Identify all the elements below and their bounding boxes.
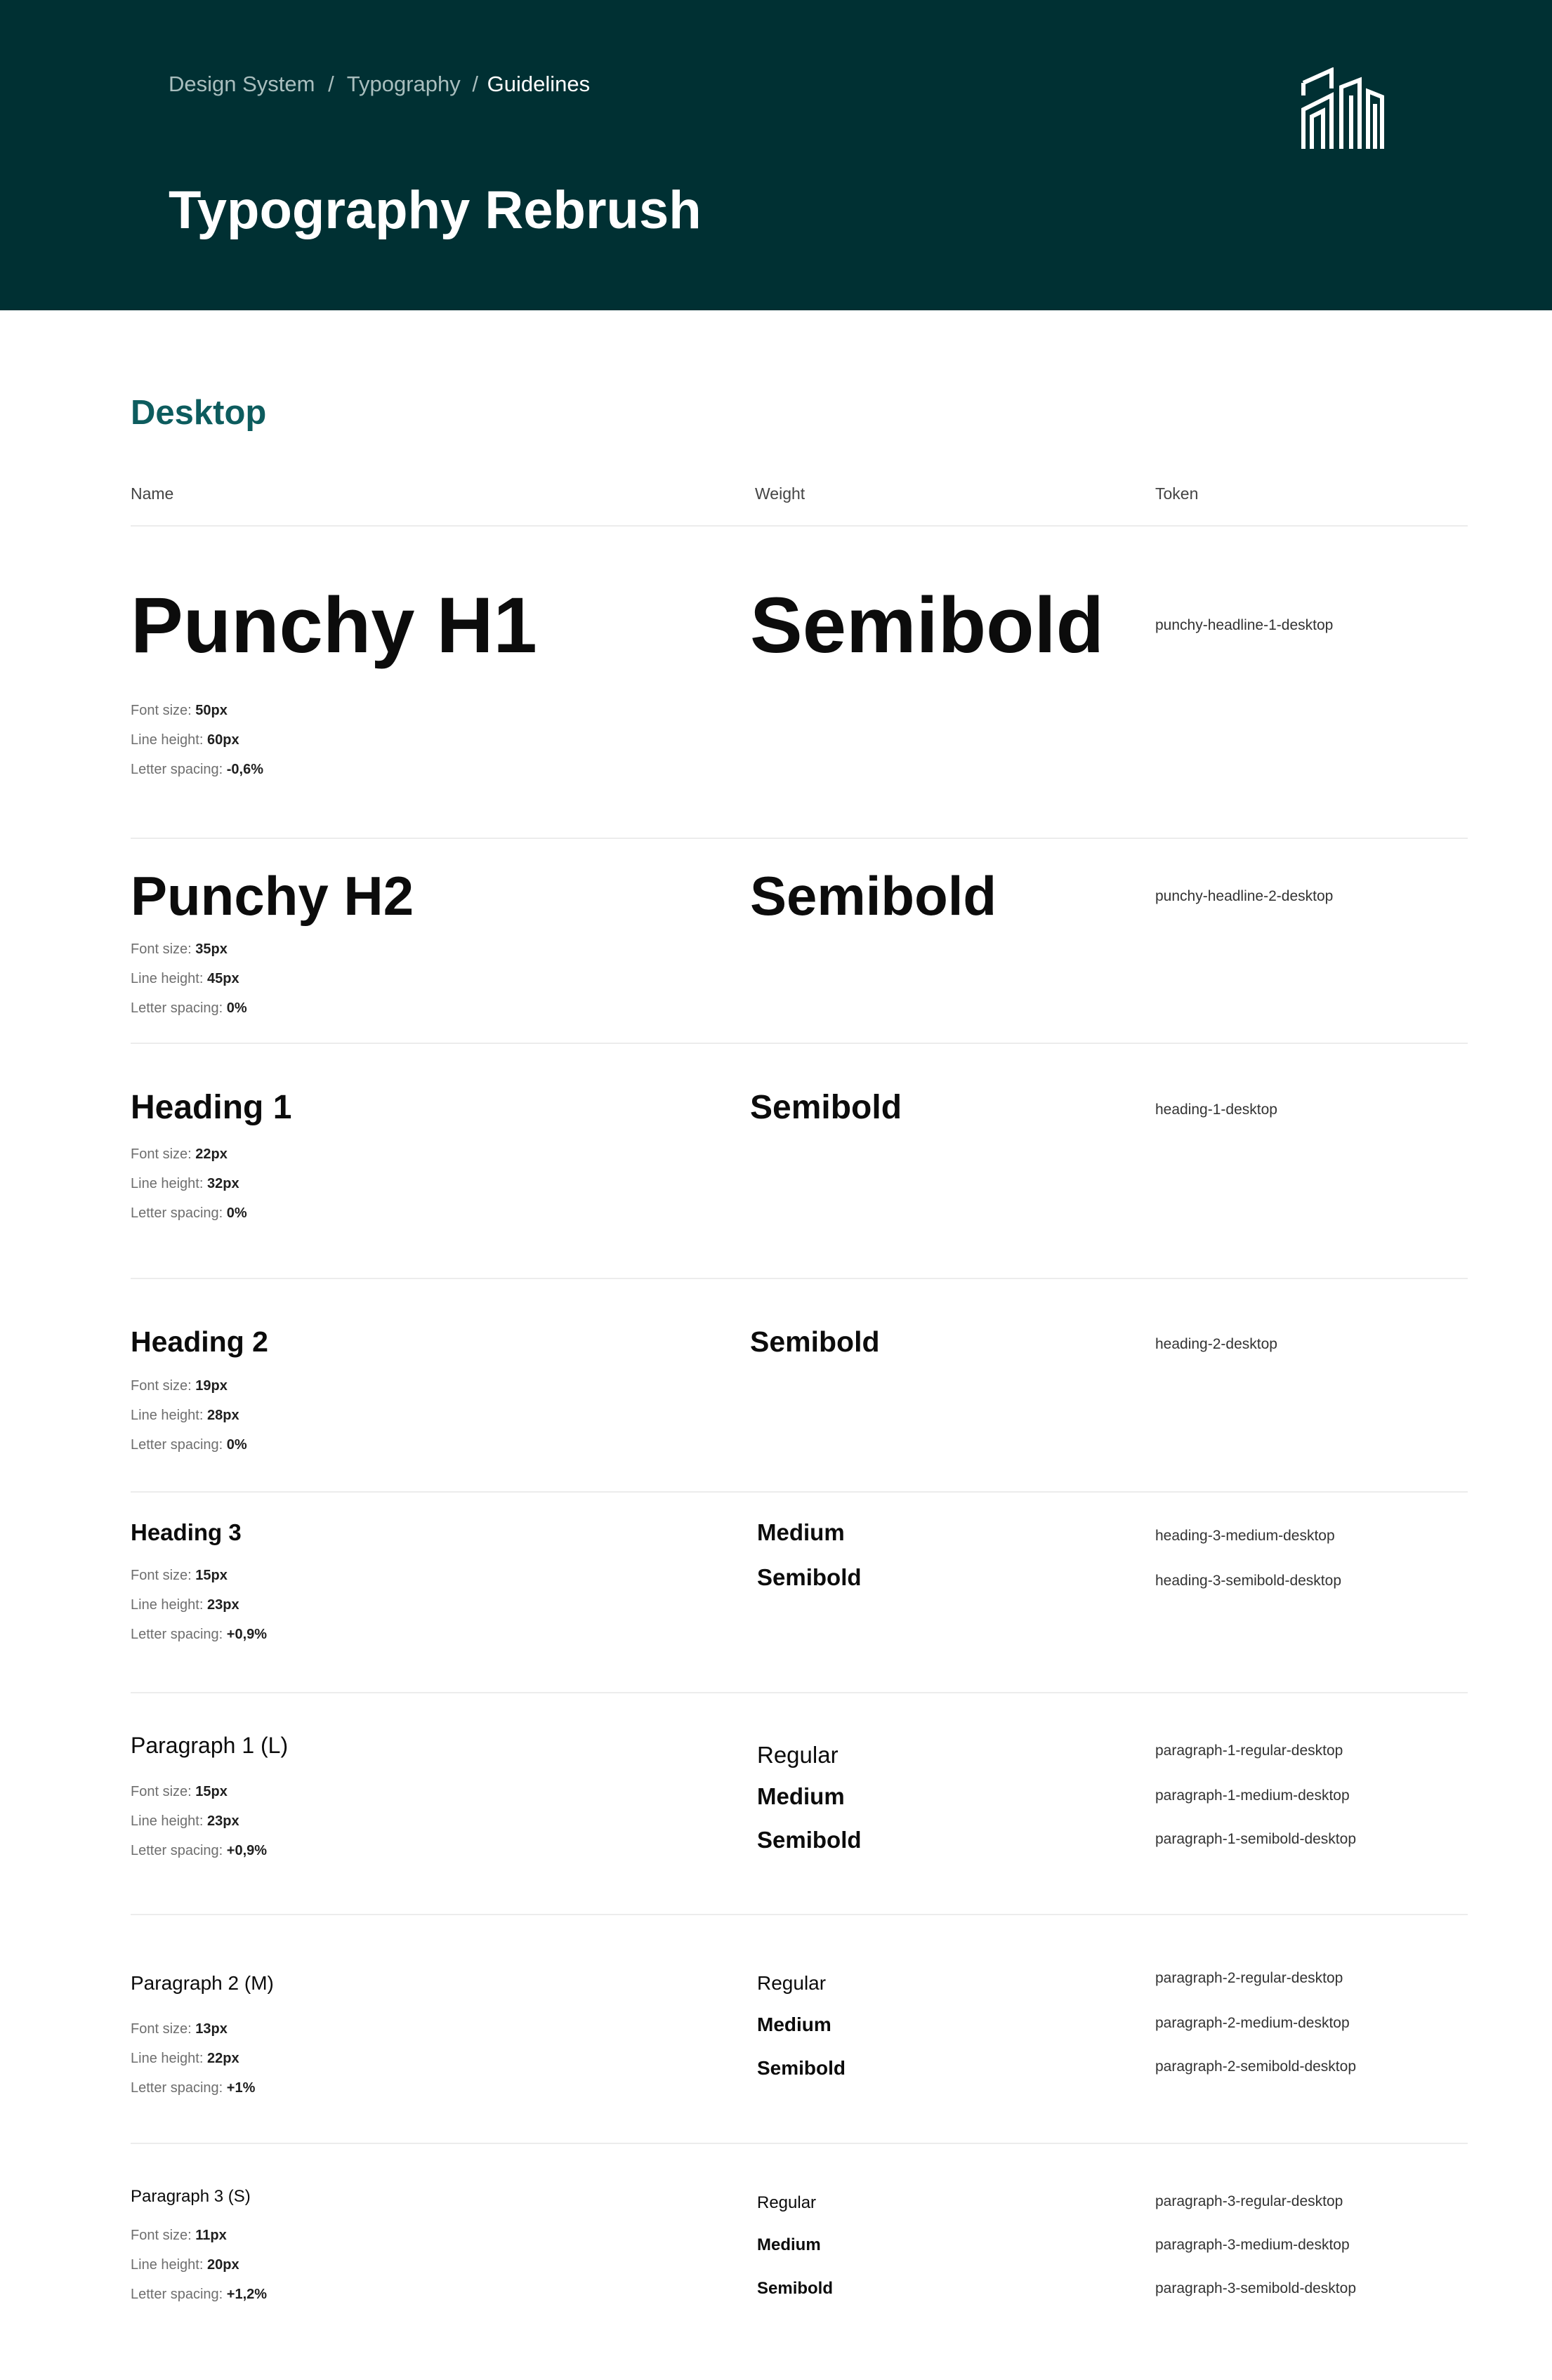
token-paragraph-2-regular: paragraph-2-regular-desktop [1155, 1970, 1343, 1986]
spec-line-height: Line height: 22px [131, 2051, 239, 2066]
weight-sample-semibold: Semibold [757, 2279, 834, 2298]
row-divider [131, 1914, 1468, 1915]
building-logo-icon [1298, 67, 1385, 149]
spec-line-height: Line height: 23px [131, 1597, 239, 1613]
spec-font-size: Font size: 15px [131, 1784, 228, 1799]
token-paragraph-1-semibold: paragraph-1-semibold-desktop [1155, 1831, 1356, 1847]
breadcrumb-item-typography[interactable]: Typography [346, 72, 461, 96]
token-paragraph-2-medium: paragraph-2-medium-desktop [1155, 2015, 1350, 2031]
type-sample-heading-3: Heading 3 [131, 1519, 242, 1545]
column-header-weight: Weight [755, 484, 805, 503]
weight-sample-semibold: Semibold [750, 865, 997, 927]
weight-sample-semibold: Semibold [757, 1564, 862, 1590]
spec-font-size: Font size: 13px [131, 2021, 228, 2037]
spec-letter-spacing: Letter spacing: 0% [131, 1205, 247, 1221]
weight-sample-medium: Medium [757, 2235, 821, 2254]
type-sample-heading-1: Heading 1 [131, 1089, 292, 1126]
spec-font-size: Font size: 19px [131, 1378, 228, 1394]
token-punchy-headline-1: punchy-headline-1-desktop [1155, 617, 1334, 633]
weight-sample-regular: Regular [757, 2193, 817, 2212]
spec-line-height: Line height: 60px [131, 732, 239, 748]
spec-line-height: Line height: 45px [131, 971, 239, 986]
spec-font-size: Font size: 11px [131, 2228, 227, 2243]
page-title: Typography Rebrush [169, 180, 702, 240]
weight-sample-semibold: Semibold [750, 1325, 880, 1358]
row-divider [131, 1692, 1468, 1693]
spec-line-height: Line height: 28px [131, 1408, 239, 1423]
token-paragraph-3-medium: paragraph-3-medium-desktop [1155, 2237, 1350, 2253]
type-sample-heading-2: Heading 2 [131, 1325, 268, 1358]
spec-font-size: Font size: 15px [131, 1568, 228, 1583]
token-paragraph-3-semibold: paragraph-3-semibold-desktop [1155, 2280, 1356, 2296]
page-header [0, 0, 1552, 310]
weight-sample-semibold: Semibold [750, 581, 1105, 669]
spec-letter-spacing: Letter spacing: +0,9% [131, 1843, 268, 1858]
breadcrumb-item-guidelines: Guidelines [487, 72, 591, 96]
token-paragraph-1-regular: paragraph-1-regular-desktop [1155, 1743, 1343, 1759]
type-sample-paragraph-1: Paragraph 1 (L) [131, 1733, 289, 1758]
spec-font-size: Font size: 50px [131, 703, 228, 718]
weight-sample-medium: Medium [757, 2014, 831, 2035]
spec-letter-spacing: Letter spacing: 0% [131, 1000, 247, 1016]
token-paragraph-1-medium: paragraph-1-medium-desktop [1155, 1787, 1350, 1804]
weight-sample-medium: Medium [757, 1519, 845, 1545]
spec-line-height: Line height: 32px [131, 1176, 239, 1191]
token-heading-3-semibold: heading-3-semibold-desktop [1155, 1573, 1341, 1589]
row-divider [131, 1043, 1468, 1044]
spec-letter-spacing: Letter spacing: 0% [131, 1437, 247, 1453]
weight-sample-medium: Medium [757, 1783, 845, 1809]
breadcrumb-separator: / [472, 72, 479, 96]
spec-line-height: Line height: 23px [131, 1813, 239, 1829]
type-sample-paragraph-3: Paragraph 3 (S) [131, 2187, 251, 2206]
type-sample-punchy-h2: Punchy H2 [131, 865, 414, 927]
breadcrumb [169, 69, 590, 100]
spec-line-height: Line height: 20px [131, 2257, 239, 2273]
breadcrumb-item-design-system[interactable]: Design System [169, 72, 315, 96]
spec-font-size: Font size: 35px [131, 941, 228, 957]
row-divider [131, 1491, 1468, 1493]
token-heading-1: heading-1-desktop [1155, 1102, 1277, 1118]
type-sample-paragraph-2: Paragraph 2 (M) [131, 1972, 274, 1994]
token-paragraph-2-semibold: paragraph-2-semibold-desktop [1155, 2058, 1356, 2075]
token-heading-2: heading-2-desktop [1155, 1336, 1277, 1352]
breadcrumb-separator: / [328, 72, 334, 96]
token-punchy-headline-2: punchy-headline-2-desktop [1155, 888, 1334, 904]
row-divider [131, 1278, 1468, 1279]
spec-letter-spacing: Letter spacing: +1,2% [131, 2287, 268, 2302]
column-header-token: Token [1155, 484, 1199, 503]
section-title-desktop: Desktop [131, 394, 267, 432]
token-paragraph-3-regular: paragraph-3-regular-desktop [1155, 2193, 1343, 2209]
spec-letter-spacing: Letter spacing: -0,6% [131, 762, 264, 777]
weight-sample-semibold: Semibold [757, 1827, 862, 1853]
spec-letter-spacing: Letter spacing: +0,9% [131, 1627, 268, 1642]
weight-sample-regular: Regular [757, 1742, 839, 1768]
column-header-name: Name [131, 484, 174, 503]
type-sample-punchy-h1: Punchy H1 [131, 581, 537, 669]
spec-letter-spacing: Letter spacing: +1% [131, 2080, 256, 2096]
row-divider [131, 838, 1468, 839]
weight-sample-semibold: Semibold [757, 2057, 846, 2079]
token-heading-3-medium: heading-3-medium-desktop [1155, 1528, 1335, 1544]
header-divider [131, 525, 1468, 527]
weight-sample-semibold: Semibold [750, 1089, 902, 1126]
row-divider [131, 2143, 1468, 2144]
spec-font-size: Font size: 22px [131, 1146, 228, 1162]
weight-sample-regular: Regular [757, 1972, 827, 1994]
